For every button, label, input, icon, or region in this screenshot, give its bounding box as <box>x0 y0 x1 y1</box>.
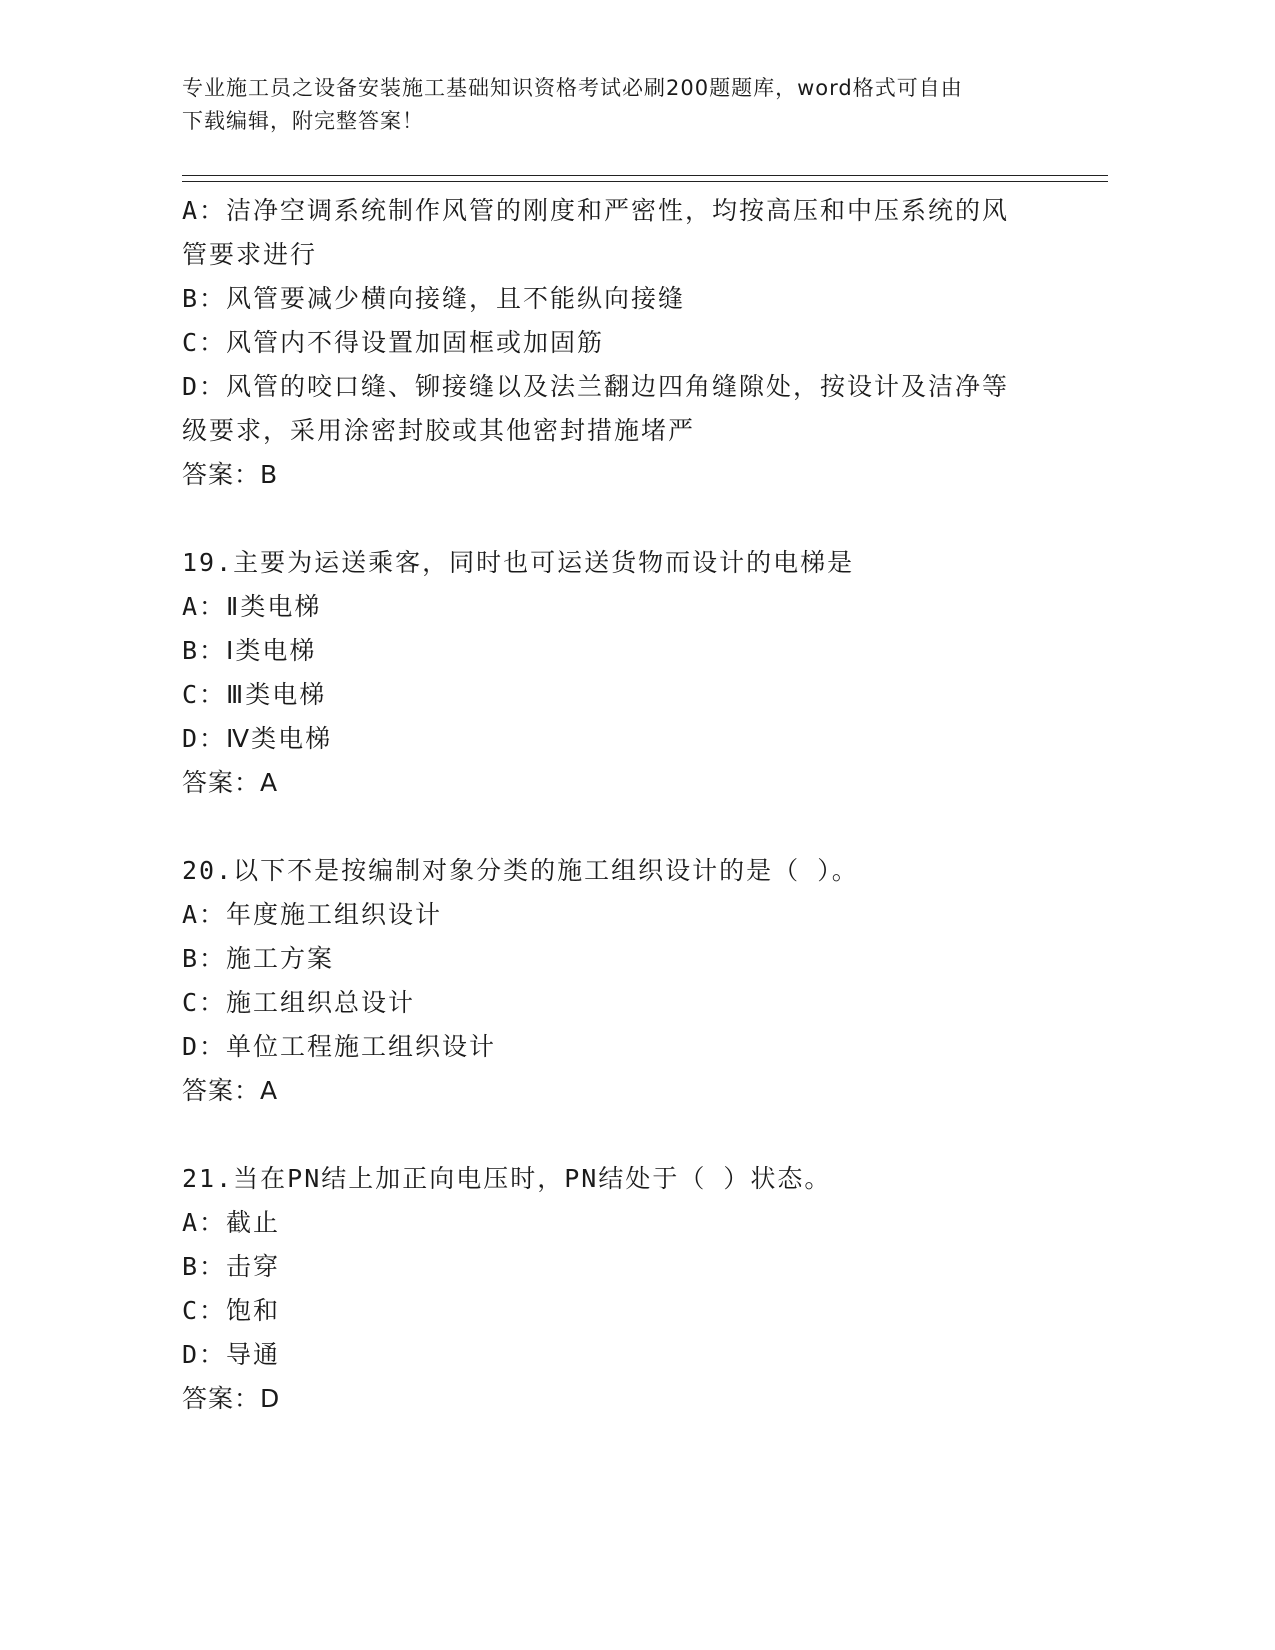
answer: 答案：D <box>182 1384 281 1413</box>
option-a-line-2: 管要求进行 <box>182 240 318 269</box>
question-text: 19.主要为运送乘客，同时也可运送货物而设计的电梯是 <box>182 548 855 577</box>
option-d-line-1: D：风管的咬口缝、铆接缝以及法兰翻边四角缝隙处，按设计及洁净等 <box>182 372 1010 401</box>
option-b: B：击穿 <box>182 1252 281 1281</box>
question-text: 20.以下不是按编制对象分类的施工组织设计的是（ ）。 <box>182 856 859 885</box>
header-divider-bottom <box>182 181 1108 182</box>
answer: 答案：B <box>182 460 279 489</box>
option-a: A：年度施工组织设计 <box>182 900 443 929</box>
answer: 答案：A <box>182 1076 279 1105</box>
option-b: B：施工方案 <box>182 944 335 973</box>
option-c: C：饱和 <box>182 1296 281 1325</box>
question-21 <box>182 1157 1062 1421</box>
option-b: B：风管要减少横向接缝，且不能纵向接缝 <box>182 284 686 313</box>
question-list <box>182 189 1062 1421</box>
option-d: D：导通 <box>182 1340 281 1369</box>
option-a: A：Ⅱ类电梯 <box>182 592 322 621</box>
option-a-line-1: A：洁净空调系统制作风管的刚度和严密性，均按高压和中压系统的风 <box>182 196 1010 225</box>
question-text: 21.当在PN结上加正向电压时，PN结处于（ ）状态。 <box>182 1164 832 1193</box>
header-line-2: 下载编辑，附完整答案！ <box>182 109 424 133</box>
spacer <box>182 1113 1062 1157</box>
option-a: A：截止 <box>182 1208 281 1237</box>
option-c: C：施工组织总设计 <box>182 988 416 1017</box>
option-c: C：Ⅲ类电梯 <box>182 680 327 709</box>
header-line-1: 专业施工员之设备安装施工基础知识资格考试必刷200题题库，word格式可自由 <box>182 76 963 100</box>
question-18 <box>182 189 1062 497</box>
question-19 <box>182 541 1062 805</box>
spacer <box>182 805 1062 849</box>
question-20 <box>182 849 1062 1113</box>
header-divider-top <box>182 175 1108 176</box>
document-header <box>182 72 1062 138</box>
option-d: D：单位工程施工组织设计 <box>182 1032 497 1061</box>
answer: 答案：A <box>182 768 279 797</box>
option-c: C：风管内不得设置加固框或加固筋 <box>182 328 605 357</box>
option-d-line-2: 级要求，采用涂密封胶或其他密封措施堵严 <box>182 416 696 445</box>
option-b: B：Ⅰ类电梯 <box>182 636 317 665</box>
option-d: D：Ⅳ类电梯 <box>182 724 333 753</box>
spacer <box>182 497 1062 541</box>
